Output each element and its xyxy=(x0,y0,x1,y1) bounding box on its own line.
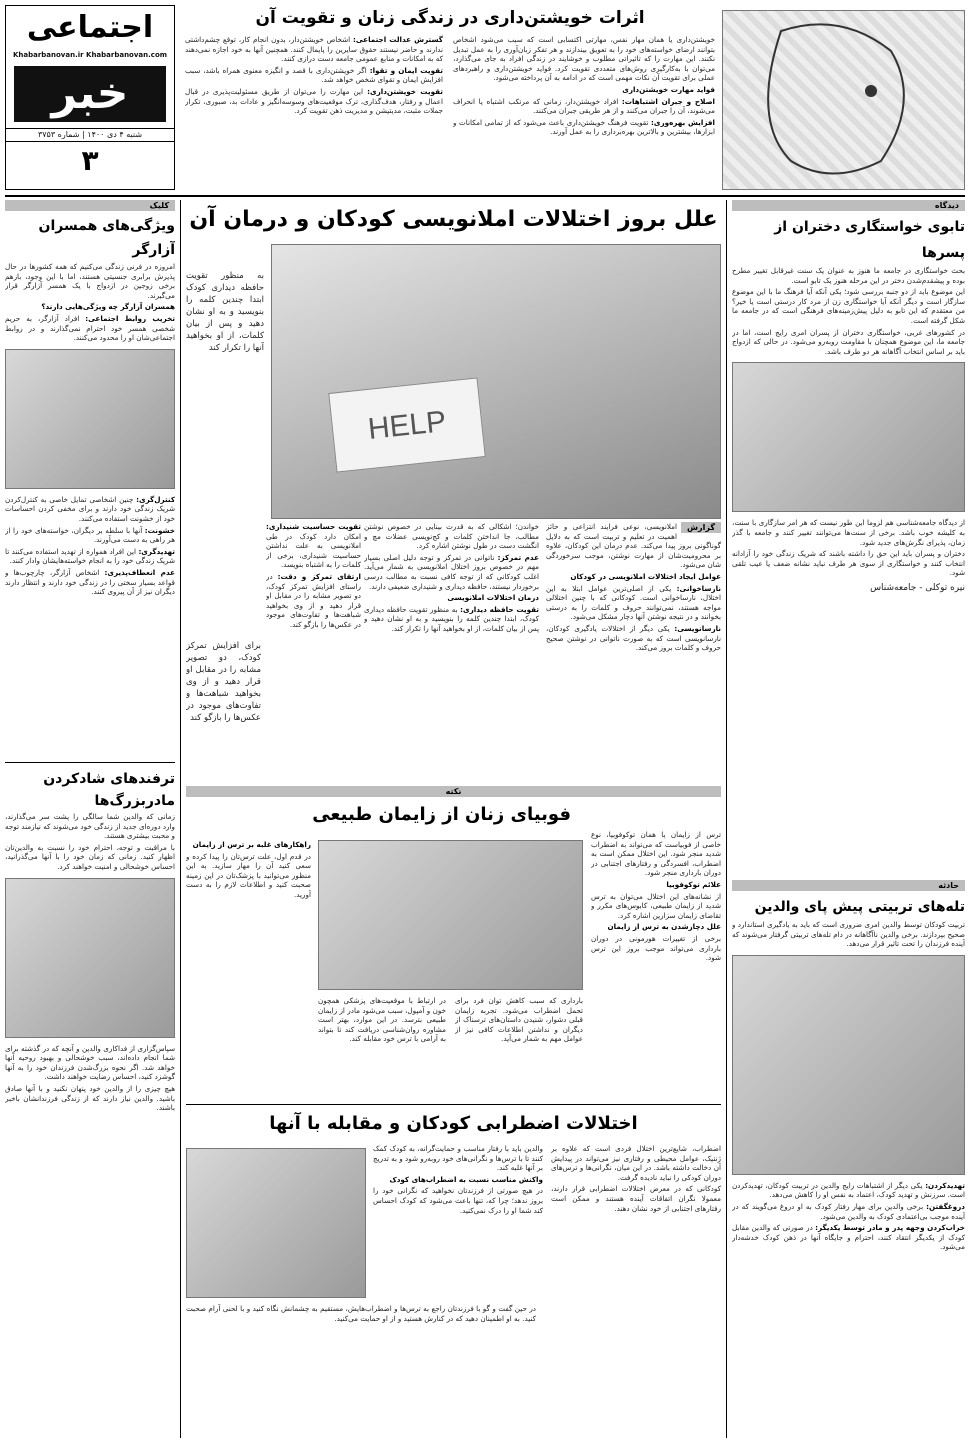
left-article1-sub5: عدم انعطاف‌پذیری: xyxy=(104,567,175,577)
top-article-sub2: اصلاح و جبران اشتباهات: xyxy=(621,96,715,106)
middle-a-b: از نشانه‌های این اختلال می‌توان به ترس شدید از زایمان طبیعی، کابوس‌های مکرر و تقاضای زایمان سزارین اشاره کرد. xyxy=(591,891,721,920)
top-article-sub4: گسترش عدالت اجتماعی: xyxy=(353,35,443,44)
top-article-p1: خویشتن‌داری یا همان مهار نفس، مهارتی اکتسابی است که سبب می‌شود اشخاص بتوانند ارضای خواسته‌های خود را به تعویق بیندازند و هر تفکر زبان‌آوری را به عمل تبدیل نکنند. این مهارت را که تاثیراتی مطلوب و خوشایند در زندگی افراد به جای می‌گذارد، می‌توان با به‌کارگیری روش‌های متعددی تقویت کرد. فواید خویشتن‌داری و راهبردهای عملی برای تقویت آن نکات مهمی است که در ادامه به آن پرداخته می‌شود. xyxy=(453,35,715,83)
right-signature: نیره توکلی - جامعه‌شناس xyxy=(870,582,965,593)
main-r-sub1: عوامل ایجاد اختلالات املانویسی در کودکان xyxy=(570,571,721,581)
top-article-sub3: افزایش بهره‌وری: xyxy=(651,117,715,127)
main-m-sub4: تقویت حساسیت شنیداری: xyxy=(266,522,361,531)
middle-photo-newborn xyxy=(318,840,583,990)
middle-a-sub2: علل دچارشدن به ترس از زایمان xyxy=(607,922,721,932)
main-article xyxy=(186,200,721,780)
right-article1 xyxy=(732,214,965,874)
right-article1-b: این موضوع باید از دو جنبه بررسی شود؛ یکی آنکه آیا فرهنگ ما با این موضوع سازگار است و دیگر آنکه آیا خواستگاری زن از مرد کار درستی است یا خیر؟ من معتقدم که این تابو به دلیل پیش‌زمینه‌های فرهنگی است که در جامعه ما شکل گرفته است. xyxy=(732,287,965,325)
left-article1-e: اشخاص آزارگر، چارچوب‌ها و قواعد بسیار سختی را در زندگی خود دارند و انتظار دارند دیگران نیز از آن پیروی کنند. xyxy=(5,567,175,597)
main-m-d: امکان دارد کودک در طی املانویسی به علت نداشتن حساسیت شنیداری، برخی از کلمات را به اشتباه بنویسد. xyxy=(266,531,361,570)
left-article2-title: ترفندهای شادکردن مادربزرگ‌ها xyxy=(43,771,175,809)
left-article2-c: سپاس‌گزاری از فداکاری والدین و آنچه که در گذشته برای شما انجام داده‌اند، سبب خوشحالی و بهبود روحیه آنها خواهد شد. اگر نحوه بزرگ‌شدن فرزندان خود را به آنها گوشزد کنید، احساس رضایت خواهند داشت. xyxy=(5,1043,175,1082)
right-bar-incident: حادثه xyxy=(732,880,965,891)
middle-col-d xyxy=(186,840,311,1095)
top-article-p4: اشخاص خویشتن‌دار، بدون انجام کار، توقع چشم‌داشتی ندارند و حاضر نیستند حقوق سایرین را پایمال کنند. همچنین آنها به خود اجازه نمی‌دهند که به امکانات و منابع عمومی جامعه دست درازی کنند. xyxy=(185,35,443,64)
middle-bar: نکته xyxy=(186,786,721,797)
top-article-p3: تقویت فرهنگ خویشتن‌داری باعث می‌شود که از تمامی امکانات و ابزارها، بیشترین و بالاترین بهره‌برداری را به عمل آورند. xyxy=(453,117,715,137)
middle-a-c: برخی از تغییرات هورمونی در دوران بارداری می‌تواند موجب بروز این ترس شود. xyxy=(591,933,721,963)
main-m-sub1: عدم تمرکز: xyxy=(497,552,539,562)
middle-b: بارداری که سبب کاهش توان فرد برای تحمل اضطراب می‌شود. تجربه زایمان قبلی دشوار، شنیدن داستان‌های ترسناک از دیگران و نداشتن اطلاعات کافی نیز از عوامل مهم به شمار می‌آید. xyxy=(455,996,583,1044)
left-article1-d: این افراد همواره از تهدید استفاده می‌کنند تا شریک زندگی خود را به انجام خواسته‌هایشان وادار کنند. xyxy=(5,546,175,566)
middle-col-a xyxy=(591,830,721,1095)
bottom-b: والدین باید با رفتار مناسب و حمایت‌گرانه، به کودک کمک کنند تا با ترس‌ها و نگرانی‌های خود روبه‌رو شود و به تدریج بر آنها غلبه کند. xyxy=(373,1144,543,1173)
middle-a-sub1: علائم توکوفوبیا xyxy=(666,879,721,889)
right-article2-sub3: خراب‌کردن وجهه پدر و مادر توسط یکدیگر: xyxy=(815,1223,965,1233)
right-col-rule xyxy=(726,200,727,1438)
main-col-mid xyxy=(364,522,539,777)
right-article1-c: در کشورهای غربی، خواستگاری دختران از پسران امری رایج است، اما در جامعه ما، این موضوع همچنان با مقاومت روبه‌رو می‌شود. در حالی که ازدواج باید بر اساس انتخاب آگاهانه هر دو طرف باشد. xyxy=(732,327,965,356)
masthead xyxy=(5,5,175,190)
top-article-title: اثرات خویشتن‌داری در زندگی زنان و تقویت آن xyxy=(255,8,645,28)
left-photo-grandmother xyxy=(5,878,175,1038)
left-article1-a: افراد آزارگر، به حریم شخصی همسر خود احترام نمی‌گذارند و در روابط اجتماعی‌شان او را محدود می‌کنند. xyxy=(5,313,175,343)
bottom-title: اختلالات اضطرابی کودکان و مقابله با آنها xyxy=(269,1113,638,1134)
bottom-col-c xyxy=(186,1304,536,1434)
right-article2-c: برخی والدین برای مهار رفتار کودک به او دروغ می‌گویند که در آینده موجب بی‌اعتمادی کودک به والدین می‌شود. xyxy=(732,1201,965,1221)
main-m-sub2: درمان اختلالات املانویسی xyxy=(447,593,539,603)
main-photo-girl xyxy=(271,244,721,519)
middle-col-c xyxy=(318,996,446,1096)
main-r-c: یکی دیگر از اختلالات یادگیری کودکان، نارسا‌نویسی است که به صورت ناتوانی در نوشتن صحیح حروف و کلمات بروز می‌کند. xyxy=(546,623,721,653)
section-title: اجتماعی xyxy=(26,10,154,45)
left-article2 xyxy=(5,768,175,1438)
left-bar-click: کلیک xyxy=(5,200,175,211)
top-article-sub1: فواید مهارت خویشتن‌داری xyxy=(622,84,715,94)
bottom-col-b xyxy=(373,1144,543,1294)
help-sign-text: HELP xyxy=(366,404,448,447)
bottom-b-b: در هیچ صورتی از فرزندتان نخواهید که نگرانی خود را بروز ندهد؛ چرا که، تنها باعث می‌شود که کودک احساس کند شما او را درک نمی‌کنید. xyxy=(373,1186,543,1215)
left-article1-title: ویژگی‌های همسران آزارگر xyxy=(38,218,175,258)
help-sign xyxy=(328,377,486,472)
main-col-left xyxy=(266,522,361,777)
divider-top xyxy=(5,195,965,197)
right-article1-a: بحث خواستگاری در جامعه ما هنوز به عنوان یک سنت غیرقابل تغییر مطرح بوده و پیشقدم‌شدن دختر در این مرحله هنوز یک تابو است. xyxy=(732,266,965,285)
left-article1-sub4: تهدیدگری: xyxy=(138,546,175,556)
left-article1-c: آنها با سلطه بر دیگران، خواسته‌های خود را از هر راهی به دست می‌آورند. xyxy=(5,525,175,545)
left-article1 xyxy=(5,214,175,754)
main-m-a: خواندن؛ اشکالی که به قدرت بینایی در خصوص نوشتن مطالب، جا انداختن کلمات و کج‌نویسی عضلات مچ و انگشت دست در طول نوشتن اشاره کرد. xyxy=(364,522,539,551)
left-article1-sub2: کنترل‌گری: xyxy=(136,494,175,504)
main-r-a: املانویسی، نوعی فرایند انتزاعی و حائز اهمیت در تعلیم و تربیت است که به دلایل گوناگونی بروز پیدا می‌کند. عدم درمان این کودکان، علاوه بر محرومیت‌شان از مهارت نوشتن، موجب سرخوردگی شان می‌شود. xyxy=(546,522,721,570)
right-article2-d: در صورتی که والدین مقابل کودک از یکدیگر انتقاد کنند، احترام و جایگاه آنها در ذهن کودک خدشه‌دار می‌شود. xyxy=(732,1223,965,1252)
top-illustration xyxy=(722,10,965,190)
main-m-c: به منظور تقویت حافظه دیداری کودک، ابتدا چندین کلمه را بنویسید و به او نشان دهید و پس از بیان کلمات، از او بخواهید آنها را تکرار کند. xyxy=(364,604,539,633)
right-article2-title: تله‌های تربیتی پیش پای والدین xyxy=(754,899,965,915)
left-article1-b: چنین اشخاصی تمایل خاصی به کنترل‌کردن شریک زندگی خود دارند و برای مخفی کردن احساسات خود از خشونت استفاده می‌کنند. xyxy=(5,494,175,523)
top-article-col-right xyxy=(453,35,715,190)
middle-d: در قدم اول، علت ترس‌تان را پیدا کرده و سعی کنید آن را مهار سازید. به این منظور می‌توانید با پزشک‌تان در این زمینه صحبت کنید و اطلاعات لازم را به دست آورید. xyxy=(186,851,311,899)
bottom-article xyxy=(186,1108,721,1438)
main-side-note: به منظور تقویت حافظه دیداری کودک ابتدا چندین کلمه را بنویسید و به او نشان دهید و پس از بیان کلمات، از او بخواهید آنها را تکرار کند xyxy=(186,271,264,353)
main-r-sub3: نارسا‌نویسی: xyxy=(674,623,721,633)
bottom-photo-boy xyxy=(186,1148,366,1298)
middle-a: ترس از زایمان یا همان توکوفوبیا، نوع خاصی از فوبیاست که می‌تواند به اضطراب شدید منجر شود. این اختلال ممکن است به اضطراب، افسردگی و رفتارهای اجتنابی در دوران بارداری منجر شود. xyxy=(591,830,721,878)
bottom-b-sub1: واکنش مناسب نسبت به اضطراب‌های کودک xyxy=(389,1174,543,1184)
right-bar-viewpoint: دیدگاه xyxy=(732,200,965,211)
middle-title: فوبیای زنان از زایمان طبیعی xyxy=(312,804,571,825)
bottom-col-a xyxy=(551,1144,721,1434)
right-photo-family xyxy=(732,955,965,1175)
logo: خبر xyxy=(14,66,166,122)
right-article2-sub1: تهدیدکردن: xyxy=(925,1180,965,1190)
left-article2-d: هیچ چیزی را از والدین خود پنهان نکنید و با آنها صادق باشید. والدین نیاز دارند که از زندگی فرزندانشان باخبر باشند. xyxy=(5,1083,175,1113)
main-r-b: یکی از اصلی‌ترین عوامل ابتلا به این اختلال، نارسا‌خوانی است. کودکانی که با چنین اختلالی مواجه هستند، نمی‌توانند حروف و کلمات را به درستی بخوانند و در نتیجه نوشتن آنها دچار مشکل می‌شود. xyxy=(546,583,721,622)
masthead-date: شنبه ۴ دی ۱۴۰۰ | شماره ۳۷۵۳ xyxy=(6,128,174,142)
middle-c: در ارتباط با موقعیت‌های پزشکی همچون خون و آمپول، سبب می‌شود مادر از زایمان طبیعی بترسد. در این موارد، بهتر است مشاوره روان‌شناسی دریافت کند تا بتواند به آرامی با ترس خود مقابله کند. xyxy=(318,996,446,1044)
bottom-c: در حین گفت و گو با فرزندتان راجع به ترس‌ها و اضطراب‌هایش، مستقیم به چشمانش نگاه کنید و با لحنی آرام صحبت کنید. به او اطمینان دهید که در کنارش هستید و از او حمایت می‌کنید. xyxy=(186,1304,536,1323)
right-article2-b: یکی دیگر از اشتباهات رایج والدین در تربیت کودکان، تهدیدکردن است. سرزنش و تهدید کودک، اعتماد به نفس او را کاهش می‌دهد. xyxy=(732,1180,965,1200)
left-col-rule xyxy=(180,200,181,1438)
top-article-p6: این مهارت را می‌توان از طریق مسئولیت‌پذیری در قبال اعمال و رفتار، هدف‌گذاری، ترک موقعیت‌های وسوسه‌انگیز و عادات بد، صبوری، تکرار جملات مثبت، مدیتیشن و مدیریت ذهن تقویت کرد. xyxy=(185,86,443,116)
left-photo-woman xyxy=(5,349,175,489)
main-m-b: ناتوانی در تمرکز و توجه دلیل اصلی بسیار مهم در خصوص بروز اختلال املانویسی به شمار می‌آید. اغلب کودکانی که از توجه کافی نسبت به مطالب درسی برخوردار نیستند، حافظه دیداری و شنیداری ضعیفی دارند. xyxy=(364,552,539,591)
right-article1-d: از دیدگاه جامعه‌شناسی هم لزوما این طور نیست که هر امر سازگاری با سنت، به کلیشه خوب باشد. برخی از سنت‌ها می‌توانند تغییر کنند و جامعه با گذر زمان، پذیرای نگرش‌های جدید شود. xyxy=(732,518,965,547)
top-article-col-left xyxy=(185,35,443,190)
left-article1-lead: امروزه در فرنی زندگی می‌کنیم که همه کشورها در حال پذیرش برابری جنسیتی هستند، اما با این وجود، بازهم برخی زوجین در ازدواج با یک همسر آزارگر قرار می‌گیرند. xyxy=(5,262,175,300)
bottom-a-b: کودکانی که در معرض اختلالات اضطرابی قرار دارند، معمولا نگران اتفاقات آینده هستند و ممکن است رفتارهای اجتنابی از خود نشان دهند. xyxy=(551,1184,721,1213)
bottom-a: اضطراب، شایع‌ترین اختلال فردی است که علاوه بر ژنتیک، عوامل محیطی و رفتاری نیز می‌تواند در پیدایش آن دخالت داشته باشد. در این میان، نگرانی‌ها و ترس‌های دوران کودکی را نباید نادیده گرفت. xyxy=(551,1144,721,1182)
main-m-sub3: تقویت حافظه دیداری: xyxy=(460,604,539,614)
top-article-sub5: تقویت ایمان و تقوا: xyxy=(369,65,443,75)
top-article-sub6: تقویت خویشتن‌داری: xyxy=(367,86,443,96)
right-photo-proposal xyxy=(732,362,965,512)
top-article xyxy=(185,5,715,190)
top-article-p2: افراد خویشتن‌دار، زمانی که مرتکب اشتباه یا انحراف می‌شوند، آن را جبران می‌کنند و از هر طریقی جبران می‌کنند. xyxy=(453,96,715,116)
left-article1-question: همسران آزارگر چه ویژگی‌هایی دارند؟ xyxy=(41,302,175,312)
face-silhouette-illustration xyxy=(722,11,964,190)
main-m-sub5: ارتقای تمرکز و دقت: xyxy=(277,571,361,581)
masthead-sites: Khabarbanovan.ir Khabarbanovan.com xyxy=(12,51,168,59)
left-article1-sub3: خشونت: xyxy=(144,525,175,535)
left-article1-sub1: تخریب روابط اجتماعی: xyxy=(85,313,175,323)
middle-article xyxy=(186,800,721,1100)
page-number: ۳ xyxy=(81,144,99,177)
main-m-e: در راستای افزایش تمرکز کودک، دو تصویر مشابه را در مقابل او قرار دهید و از وی بخواهید شباهت‌ها و تفاوت‌های موجود در عکس‌ها را بازگو کند. xyxy=(266,571,361,629)
left-article2-b: با مراقبت و توجه، احترام خود را نسبت به والدین‌تان اظهار کنید. زمانی که زمان خود را با آنها می‌گذرانید، احساس خوشحالی و امنیت خواهند کرد. xyxy=(5,842,175,871)
right-article1-e: دختران و پسران باید این حق را داشته باشند که شریک زندگی خود را آزادانه انتخاب کنند و خواستگاری از سوی هر طرف نباید نشانه ضعف یا عیب تلقی شود. xyxy=(732,549,965,578)
left-divider xyxy=(5,762,175,763)
middle-col-b xyxy=(455,996,583,1096)
middle-d-sub1: راهکارهای غلبه بر ترس از زایمان xyxy=(192,840,311,849)
main-side-note2: برای افزایش تمرکز کودک، دو تصویر مشابه را در مقابل او قرار دهید و از وی بخواهید شباهت‌ها و تفاوت‌های موجود در عکس‌ها را بازگو کند xyxy=(186,641,261,723)
right-article2-sub2: دروغگفتن: xyxy=(926,1201,965,1211)
main-r-sub2: نارسا‌خوانی: xyxy=(676,583,721,593)
left-article2-a: زمانی که والدین شما سالگی را پشت سر می‌گذارند، وارد دوره‌ای جدید از زندگی خود می‌شوند که نیازمند توجه و محبت بیشتری هستند. xyxy=(5,812,175,841)
right-article2 xyxy=(732,894,965,1439)
top-article-p5: اگر خویشتن‌داری با قصد و انگیزه معنوی همراه باشد، سبب افزایش ایمان و تقوای شخص خواهد شد. xyxy=(185,65,443,85)
main-col-right xyxy=(546,522,721,777)
right-article1-title: تابوی خواستگاری دختران از پسرها xyxy=(774,219,965,261)
main-headline: علل بروز اختلالات املانویسی کودکان و درمان آن xyxy=(189,207,718,232)
main-tag: گزارش xyxy=(681,522,721,533)
bottom-divider xyxy=(186,1104,721,1105)
right-article2-a: تربیت کودکان توسط والدین امری ضروری است که باید به یادگیری استاندارد و صحیح بپردازند. برخی والدین ناآگاهانه در دام تله‌های تربیتی گرفتار می‌شوند که آینده فرزندان را تحت تاثیر قرار می‌دهد. xyxy=(732,920,965,949)
